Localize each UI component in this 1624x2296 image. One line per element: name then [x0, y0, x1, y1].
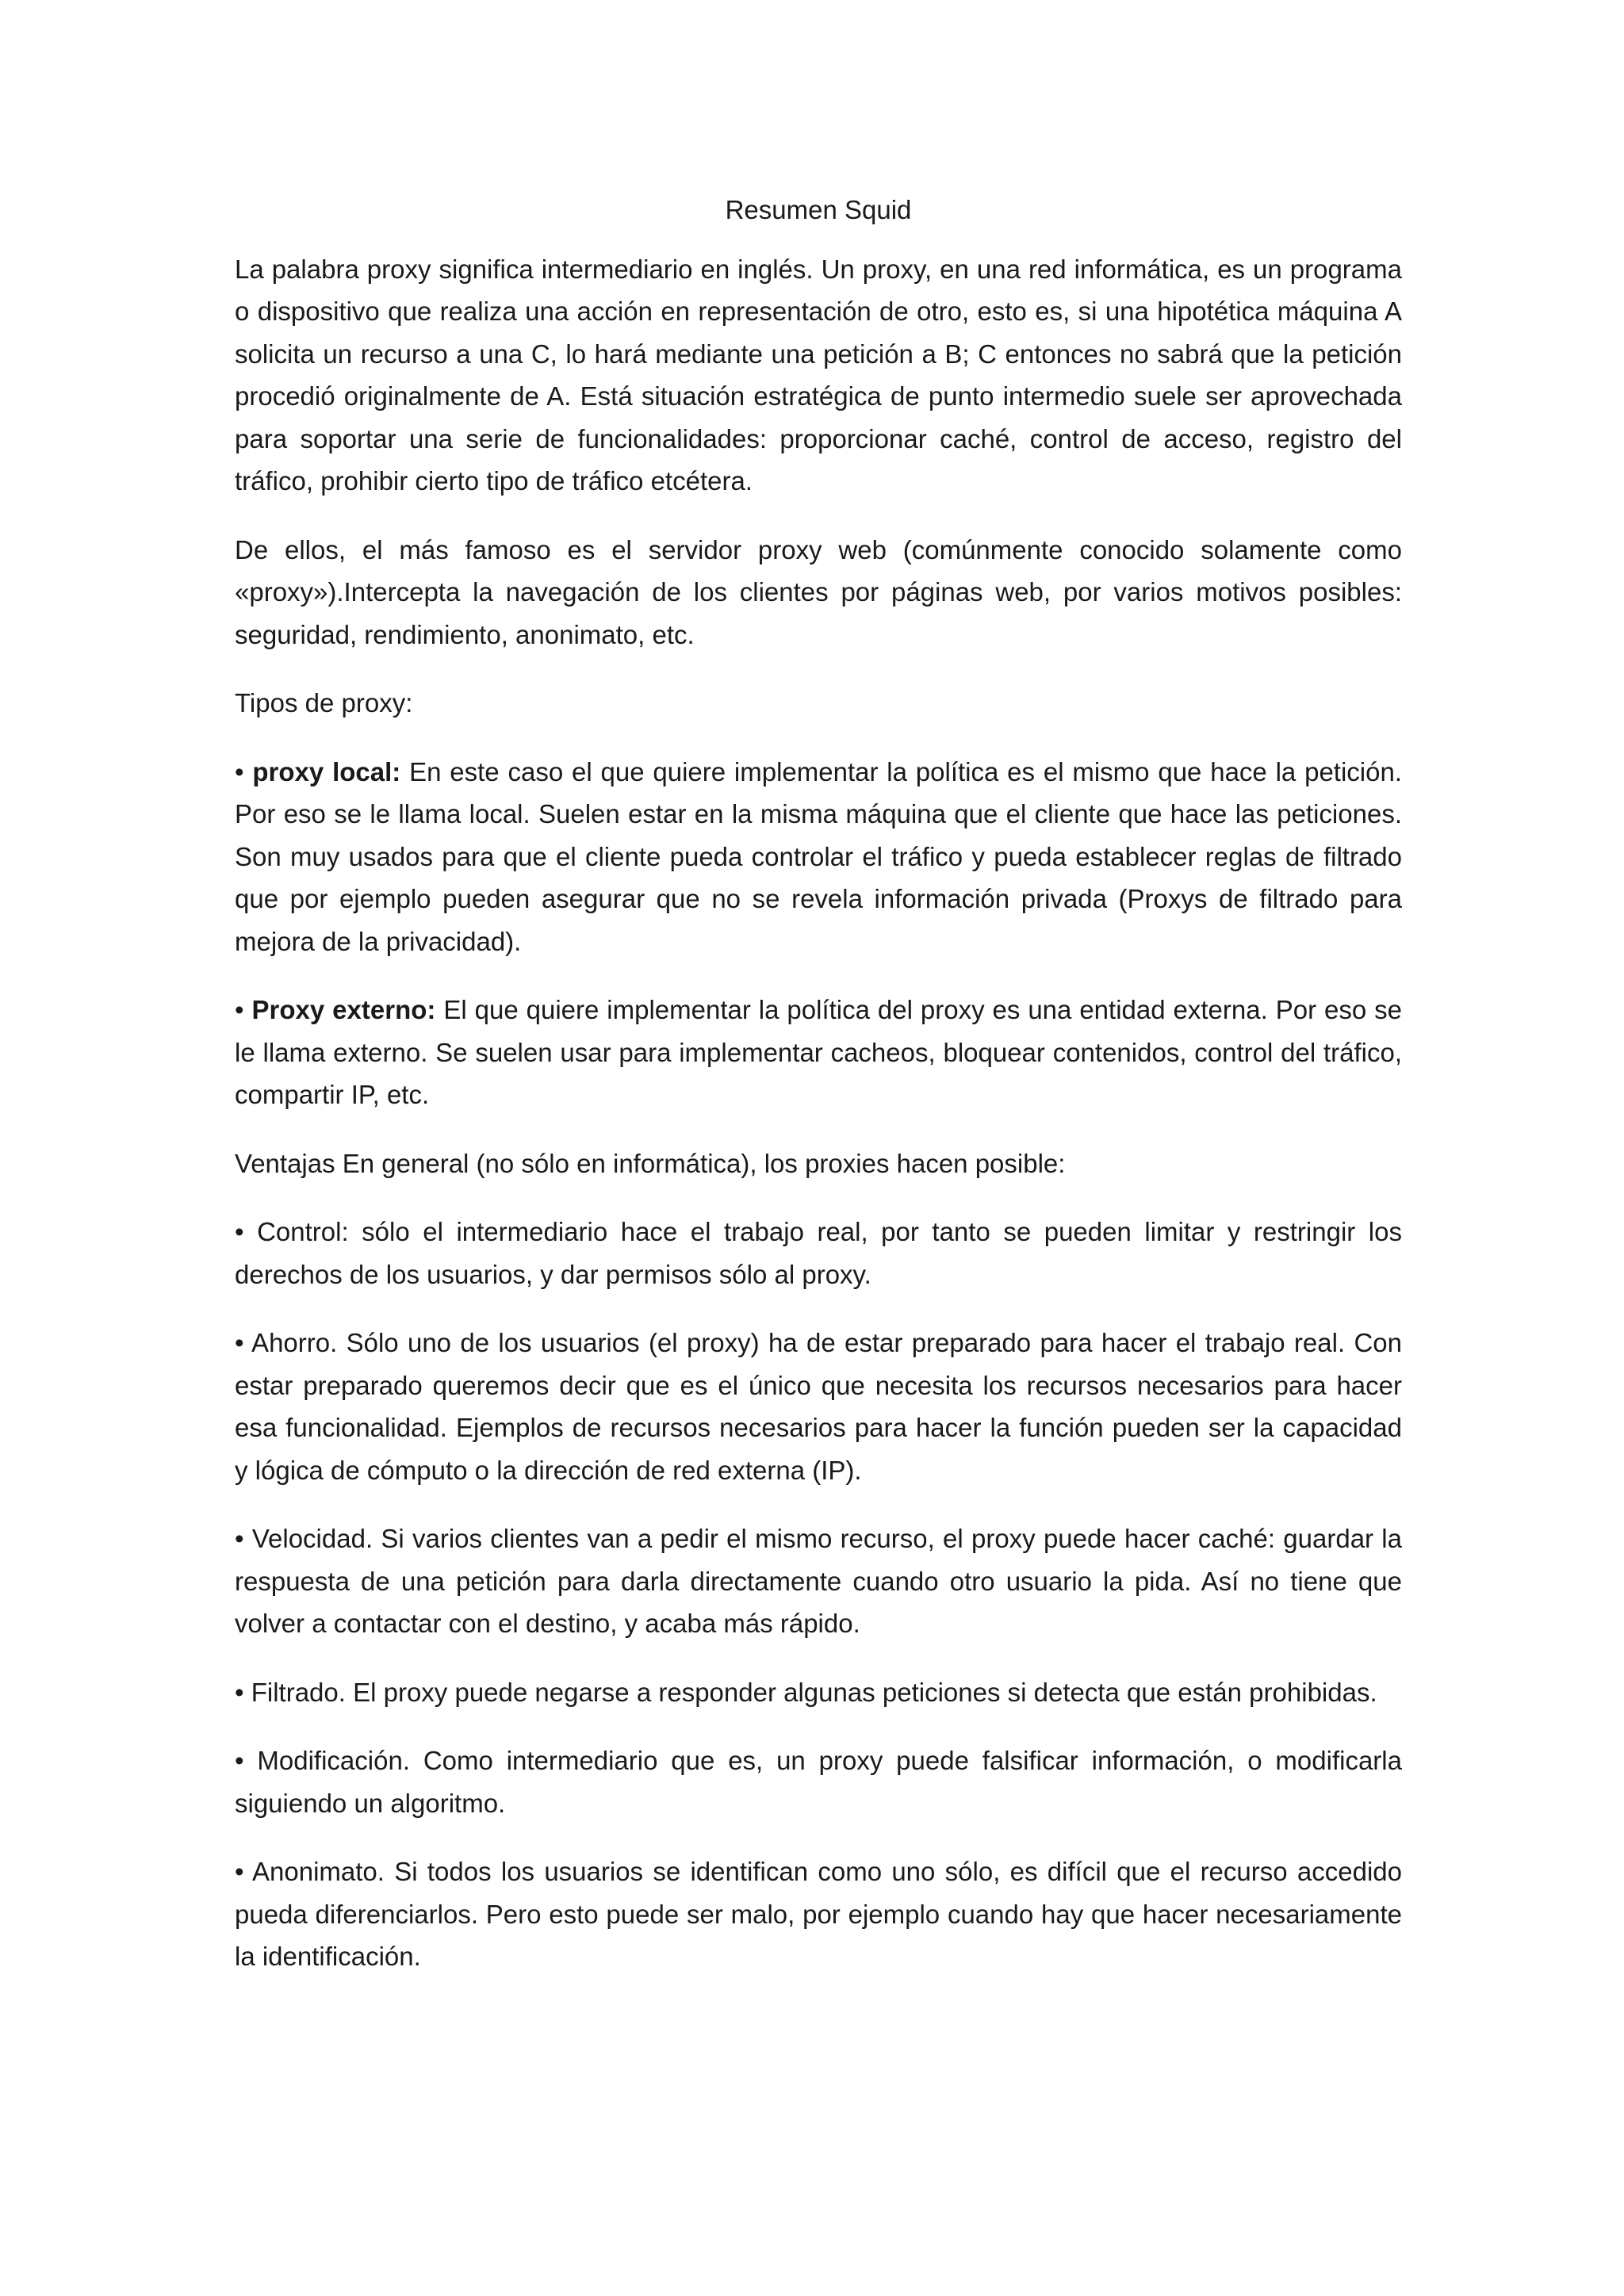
advantage-control: • Control: sólo el intermediario hace el trabajo real, por tanto se pueden limitar y restringir los derechos de los usuarios, y dar permisos sólo al proxy.	[235, 1217, 1402, 1289]
advantage-velocidad: • Velocidad. Si varios clientes van a pedir el mismo recurso, el proxy puede hacer caché: guardar la respuesta de una petición para darla directamente cuando otro usuario la pida. Así no tiene que volver a contactar con el destino, y acaba más rápido.	[235, 1524, 1402, 1638]
intro-paragraph-2: De ellos, el más famoso es el servidor proxy web (comúnmente conocido solamente como «proxy»).Intercepta la navegación de los clientes por páginas web, por varios motivos posibles: seguridad, rendimiento, anonimato, etc.	[235, 534, 1402, 649]
proxy-type-local	[235, 751, 1402, 963]
proxy-type-external	[235, 989, 1402, 1116]
proxy-type-external-term: Proxy externo:	[251, 995, 436, 1024]
advantage-anonimato: • Anonimato. Si todos los usuarios se identifican como uno sólo, es difícil que el recurso accedido pueda diferenciarlos. Pero esto puede ser malo, por ejemplo cuando hay que hacer necesariamente la identificación.	[235, 1857, 1402, 1971]
advantage-filtrado: • Filtrado. El proxy puede negarse a responder algunas peticiones si detecta que están prohibidas.	[235, 1677, 1377, 1707]
bullet-glyph: •	[235, 995, 244, 1024]
document-page	[235, 189, 1402, 2004]
advantage-modificacion: • Modificación. Como intermediario que es, un proxy puede falsificar información, o modificarla siguiendo un algoritmo.	[235, 1746, 1402, 1818]
bullet-glyph: •	[235, 756, 244, 786]
advantages-heading: Ventajas En general (no sólo en informática), los proxies hacen posible:	[235, 1148, 1066, 1178]
proxy-type-local-text: En este caso el que quiere implementar la política es el mismo que hace la petición. Por eso se le llama local. Suelen estar en la misma máquina que el cliente que hace las peticiones. Son muy usados para que el cliente pueda controlar el tráfico y pueda establecer reglas de filtrado que por ejemplo pueden asegurar que no se revela información privada (Proxys de filtrado para mejora de la privacidad).	[235, 756, 1403, 956]
advantage-ahorro: • Ahorro. Sólo uno de los usuarios (el proxy) ha de estar preparado para hacer el trabajo real. Con estar preparado queremos decir que es el único que necesita los recursos necesarios para hacer esa funcionalidad. Ejemplos de recursos necesarios para hacer la función pueden ser la capacidad y lógica de cómputo o la dirección de red externa (IP).	[235, 1328, 1402, 1485]
document-title: Resumen Squid	[725, 195, 912, 224]
proxy-type-local-term: proxy local:	[252, 756, 401, 786]
intro-paragraph-1: La palabra proxy significa intermediario en inglés. Un proxy, en una red informática, es un programa o dispositivo que realiza una acción en representación de otro, esto es, si una hipotética máquina A solicita un recurso a una C, lo hará mediante una petición a B; C entonces no sabrá que la petición procedió originalmente de A. Está situación estratégica de punto intermedio suele ser aprovechada para soportar una serie de funcionalidades: proporcionar caché, control de acceso, registro del tráfico, prohibir cierto tipo de tráfico etcétera.	[235, 254, 1402, 496]
proxy-type-external-text: El que quiere implementar la política del proxy es una entidad externa. Por eso se le llama externo. Se suelen usar para implementar cacheos, bloquear contenidos, control del tráfico, compartir IP, etc.	[235, 995, 1402, 1109]
proxy-types-heading: Tipos de proxy:	[235, 688, 413, 718]
